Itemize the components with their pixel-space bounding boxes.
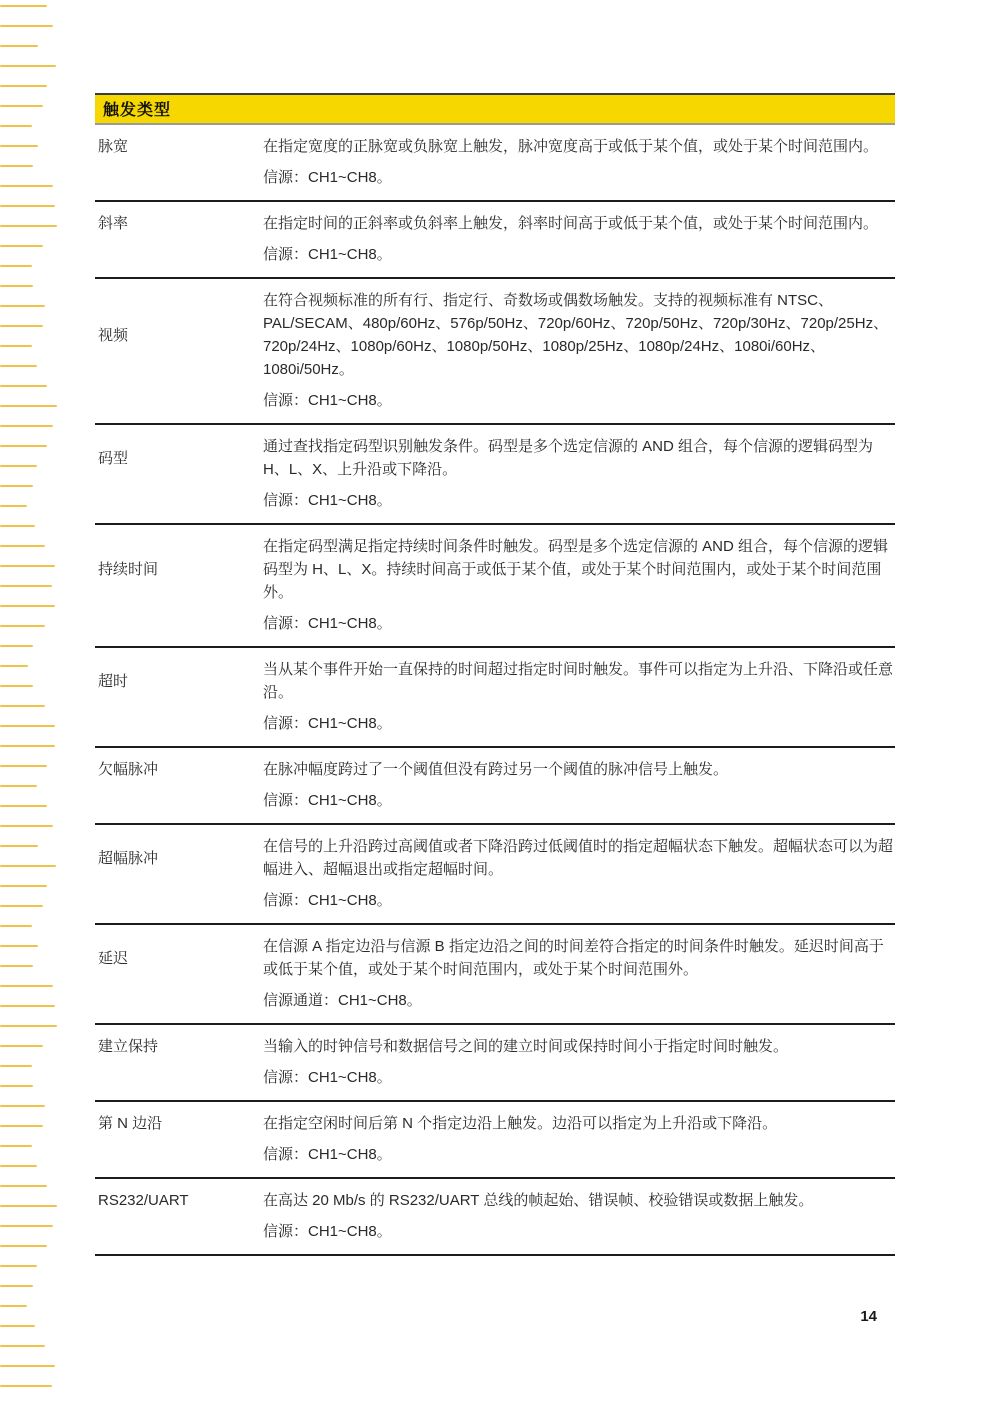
decor-line: [0, 1005, 55, 1007]
table-row: [95, 1179, 895, 1256]
trigger-type-label: 超幅脉冲: [98, 849, 159, 867]
trigger-source: 信源：CH1~CH8。: [263, 1146, 392, 1163]
decor-line: [0, 1045, 43, 1047]
page-number: 14: [860, 1308, 877, 1325]
trigger-description: 在高达 20 Mb/s 的 RS232/UART 总线的帧起始、错误帧、校验错误或数据上触发。: [263, 1192, 814, 1209]
decor-line: [0, 1085, 33, 1087]
decor-line: [0, 505, 27, 507]
decor-line: [0, 645, 33, 647]
decor-line: [0, 585, 52, 587]
trigger-source: 信源通道：CH1~CH8。: [263, 992, 422, 1009]
decor-line: [0, 385, 47, 387]
section-header-bar: [95, 93, 895, 125]
decor-line: [0, 765, 47, 767]
trigger-type-label: 码型: [98, 449, 129, 467]
decor-line: [0, 1225, 53, 1227]
trigger-description: 在符合视频标准的所有行、指定行、奇数场或偶数场触发。支持的视频标准有 NTSC、PAL/SECAM、480p/60Hz、576p/50Hz、720p/60Hz、720p/50Hz、720p/30Hz、720p/25Hz、720p/24Hz、1080p/60Hz、1080p/50Hz、1080p/25Hz、1080p/24Hz、1080i/60Hz、1080i/50Hz。: [263, 292, 889, 378]
decor-line: [0, 1325, 35, 1327]
trigger-description: 当从某个事件开始一直保持的时间超过指定时间时触发。事件可以指定为上升沿、下降沿或任意沿。: [263, 661, 894, 701]
decor-line: [0, 1145, 32, 1147]
trigger-type-label: 持续时间: [98, 561, 159, 578]
trigger-description: 在指定码型满足指定持续时间条件时触发。码型是多个选定信源的 AND 组合，每个信源的逻辑码型为 H、L、X。持续时间高于或低于某个值，或处于某个时间范围内，或处于某个时间范围外。: [263, 538, 889, 601]
decor-line: [0, 425, 53, 427]
decor-line: [0, 625, 45, 627]
decor-line: [0, 925, 32, 927]
decor-line: [0, 805, 47, 807]
trigger-description: 在脉冲幅度跨过了一个阈值但没有跨过另一个阈值的脉冲信号上触发。: [263, 761, 729, 778]
table-row: [95, 279, 895, 425]
decor-line: [0, 725, 55, 727]
decor-line: [0, 365, 37, 367]
trigger-source: 信源：CH1~CH8。: [263, 615, 392, 632]
trigger-type-label: 脉宽: [98, 138, 129, 155]
decor-line: [0, 905, 43, 907]
trigger-type-label: 视频: [98, 326, 129, 344]
trigger-source: 信源：CH1~CH8。: [263, 715, 392, 732]
decor-line: [0, 1365, 55, 1367]
table-row: [95, 1102, 895, 1179]
document-page-content: [95, 93, 895, 1256]
decor-line: [0, 205, 55, 207]
trigger-type-label: 第 N 边沿: [98, 1115, 163, 1132]
trigger-description: 在信号的上升沿跨过高阈值或者下降沿跨过低阈值时的指定超幅状态下触发。超幅状态可以为超幅进入、超幅退出或指定超幅时间。: [263, 838, 894, 878]
decor-line: [0, 985, 53, 987]
decor-line: [0, 565, 55, 567]
trigger-source: 信源：CH1~CH8。: [263, 492, 392, 509]
decor-line: [0, 185, 53, 187]
decor-line: [0, 345, 32, 347]
decor-line: [0, 105, 43, 107]
decor-line: [0, 685, 33, 687]
table-row: [95, 425, 895, 525]
decor-line: [0, 65, 56, 67]
decor-line: [0, 1125, 43, 1127]
trigger-type-label: 斜率: [98, 215, 129, 232]
decor-line: [0, 745, 55, 747]
decor-line: [0, 1385, 52, 1387]
decor-line: [0, 1185, 47, 1187]
table-row: [95, 125, 895, 202]
decorative-margin-lines: [0, 0, 70, 1401]
decor-line: [0, 1165, 37, 1167]
decor-line: [0, 1285, 33, 1287]
decor-line: [0, 285, 33, 287]
decor-line: [0, 1065, 32, 1067]
trigger-description: 通过查找指定码型识别触发条件。码型是多个选定信源的 AND 组合，每个信源的逻辑码型为 H、L、X、上升沿或下降沿。: [263, 438, 874, 478]
decor-line: [0, 825, 53, 827]
decor-line: [0, 225, 57, 227]
table-row: [95, 925, 895, 1025]
table-row: [95, 648, 895, 748]
trigger-type-label: 欠幅脉冲: [98, 761, 159, 778]
decor-line: [0, 465, 37, 467]
trigger-description: 当输入的时钟信号和数据信号之间的建立时间或保持时间小于指定时间时触发。: [263, 1038, 789, 1055]
decor-line: [0, 1245, 47, 1247]
decor-line: [0, 305, 45, 307]
decor-line: [0, 845, 38, 847]
decor-line: [0, 785, 37, 787]
decor-line: [0, 1265, 37, 1267]
trigger-description: 在指定空闲时间后第 N 个指定边沿上触发。边沿可以指定为上升沿或下降沿。: [263, 1115, 778, 1132]
decor-line: [0, 265, 32, 267]
trigger-source: 信源：CH1~CH8。: [263, 246, 392, 263]
table-row: [95, 202, 895, 279]
decor-line: [0, 145, 38, 147]
decor-line: [0, 485, 33, 487]
table-row: [95, 525, 895, 648]
trigger-source: 信源：CH1~CH8。: [263, 792, 392, 809]
decor-line: [0, 885, 47, 887]
decor-line: [0, 665, 28, 667]
decor-line: [0, 405, 57, 407]
table-row: [95, 825, 895, 925]
decor-line: [0, 545, 45, 547]
decor-line: [0, 245, 43, 247]
trigger-source: 信源：CH1~CH8。: [263, 1069, 392, 1086]
decor-line: [0, 1025, 57, 1027]
decor-line: [0, 165, 33, 167]
trigger-description: 在指定宽度的正脉宽或负脉宽上触发，脉冲宽度高于或低于某个值，或处于某个时间范围内。: [263, 138, 879, 155]
decor-line: [0, 1345, 45, 1347]
trigger-type-label: 延迟: [98, 949, 129, 967]
trigger-type-table: [95, 125, 895, 1256]
decor-line: [0, 525, 35, 527]
decor-line: [0, 945, 38, 947]
trigger-description: 在信源 A 指定边沿与信源 B 指定边沿之间的时间差符合指定的时间条件时触发。延迟时间高于或低于某个值，或处于某个时间范围内，或处于某个时间范围外。: [263, 938, 884, 978]
decor-line: [0, 1105, 45, 1107]
decor-line: [0, 85, 47, 87]
decor-line: [0, 1205, 57, 1207]
table-row: [95, 748, 895, 825]
decor-line: [0, 705, 45, 707]
decor-line: [0, 1305, 27, 1307]
decor-line: [0, 325, 43, 327]
trigger-type-label: 超时: [98, 672, 129, 690]
decor-line: [0, 865, 56, 867]
decor-line: [0, 25, 53, 27]
trigger-source: 信源：CH1~CH8。: [263, 392, 392, 409]
trigger-type-label: 建立保持: [98, 1038, 159, 1055]
decor-line: [0, 125, 32, 127]
trigger-source: 信源：CH1~CH8。: [263, 892, 392, 909]
trigger-description: 在指定时间的正斜率或负斜率上触发，斜率时间高于或低于某个值，或处于某个时间范围内。: [263, 215, 879, 232]
trigger-source: 信源：CH1~CH8。: [263, 169, 392, 186]
section-title: 触发类型: [103, 102, 172, 119]
table-row: [95, 1025, 895, 1102]
decor-line: [0, 965, 33, 967]
decor-line: [0, 45, 38, 47]
decor-line: [0, 445, 47, 447]
trigger-source: 信源：CH1~CH8。: [263, 1223, 392, 1240]
decor-line: [0, 605, 55, 607]
trigger-type-label: RS232/UART: [98, 1192, 189, 1209]
decor-line: [0, 5, 47, 7]
